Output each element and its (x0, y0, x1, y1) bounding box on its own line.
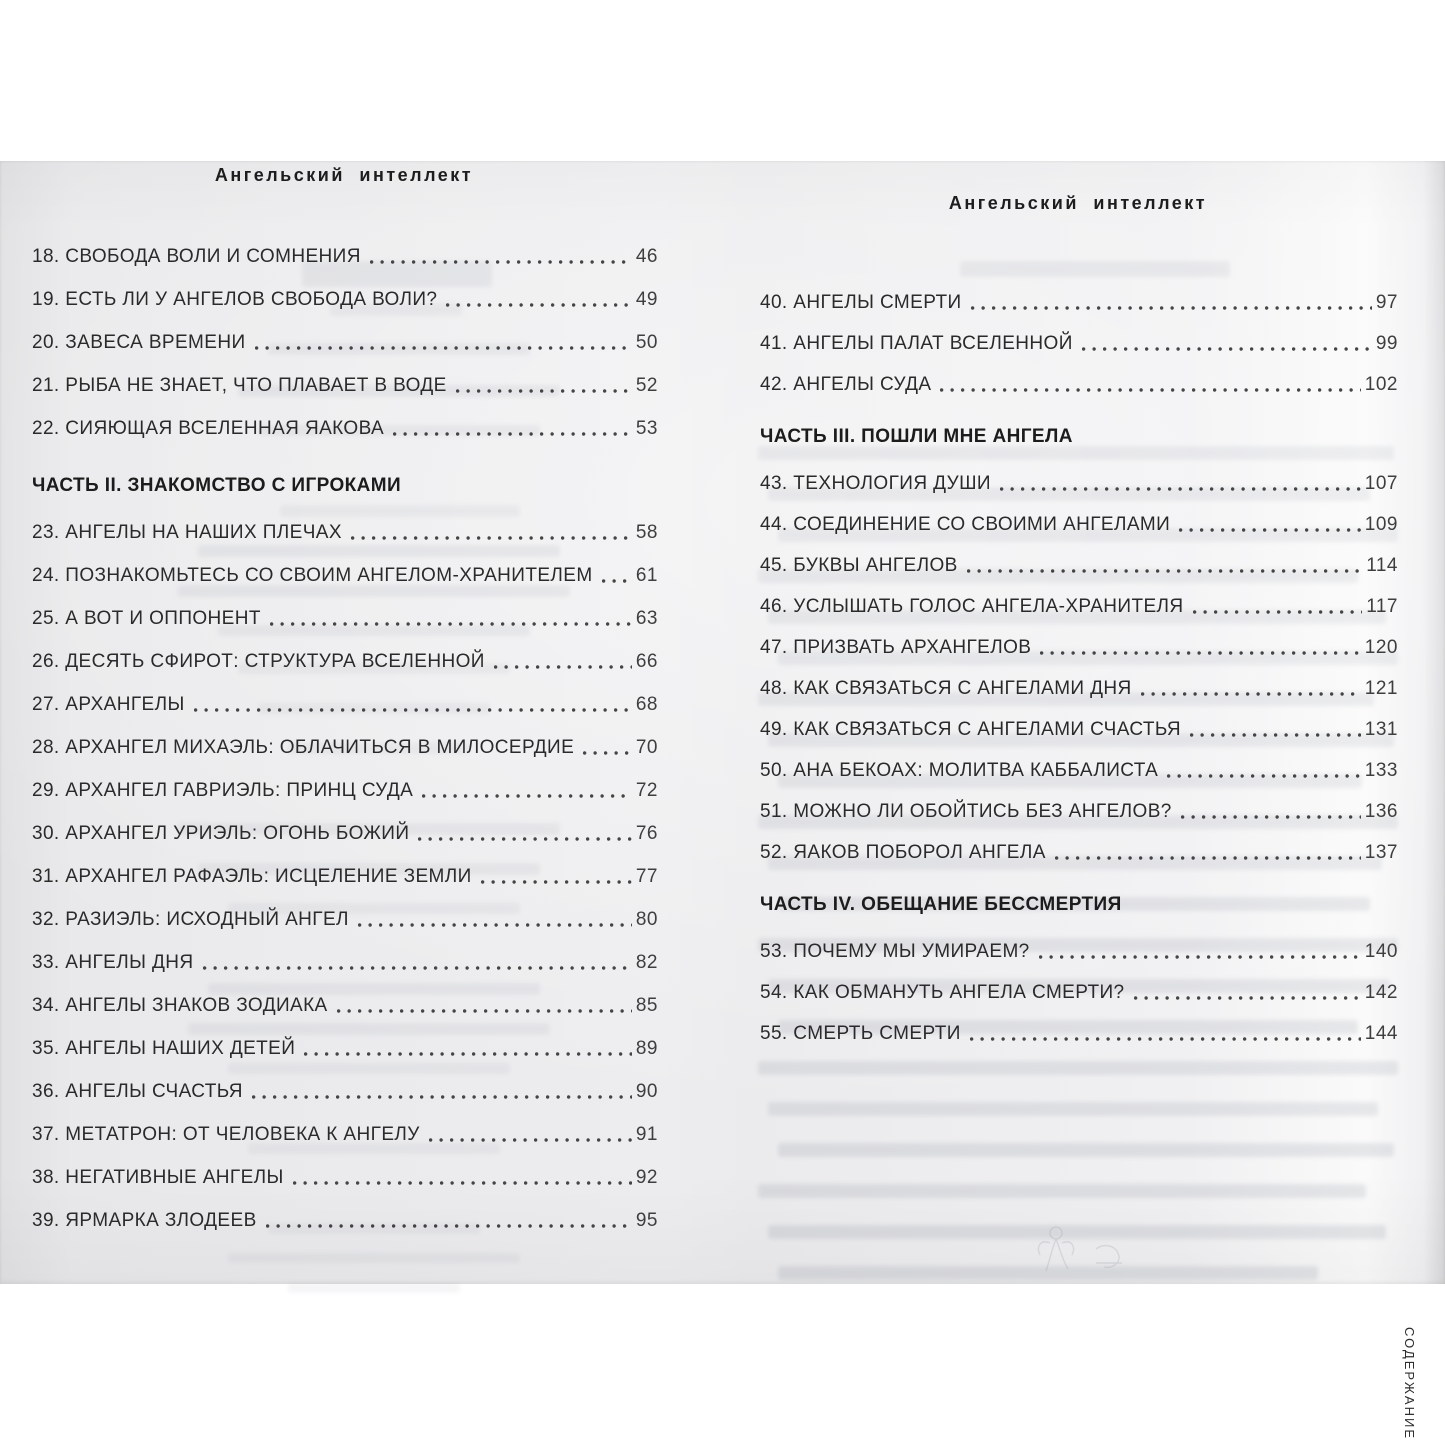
toc-row (32, 802, 658, 845)
toc-list-left (32, 225, 658, 1232)
toc-page-number: 49 (635, 289, 658, 310)
toc-page-number: 131 (1364, 719, 1398, 740)
toc-entry-title: 30. АРХАНГЕЛ УРИЭЛЬ: ОГОНЬ БОЖИЙ (32, 823, 410, 844)
dot-leader (1000, 486, 1361, 492)
toc-entry-title: 24. ПОЗНАКОМЬТЕСЬ СО СВОИМ АНГЕЛОМ-ХРАНИТЕЛЕМ (32, 565, 593, 586)
toc-entry-title: 32. РАЗИЭЛЬ: ИСХОДНЫЙ АНГЕЛ (32, 909, 349, 930)
dot-leader (583, 750, 632, 756)
toc-page-number: 121 (1364, 678, 1398, 699)
dot-leader (1039, 954, 1361, 960)
toc-entry-title: 55. СМЕРТЬ СМЕРТИ (760, 1023, 961, 1044)
toc-page-number: 89 (635, 1038, 658, 1059)
toc-row (760, 454, 1398, 495)
toc-entry-title: 18. СВОБОДА ВОЛИ И СОМНЕНИЯ (32, 246, 361, 267)
toc-page-number: 68 (635, 694, 658, 715)
dot-leader (358, 922, 632, 928)
toc-row (32, 630, 658, 673)
toc-entry-title: 34. АНГЕЛЫ ЗНАКОВ ЗОДИАКА (32, 995, 328, 1016)
toc-page-number: 144 (1364, 1023, 1398, 1044)
toc-list-right (760, 273, 1398, 1045)
dot-leader (370, 259, 632, 265)
toc-page-number: 102 (1364, 374, 1398, 395)
toc-entry-title: 42. АНГЕЛЫ СУДА (760, 374, 932, 395)
toc-entry-title: 43. ТЕХНОЛОГИЯ ДУШИ (760, 473, 991, 494)
dot-leader (293, 1180, 632, 1186)
toc-row (32, 1103, 658, 1146)
toc-row (760, 782, 1398, 823)
toc-page-number: 133 (1364, 760, 1398, 781)
dot-leader (393, 431, 632, 437)
dot-leader (494, 664, 632, 670)
dot-leader (252, 1094, 632, 1100)
toc-page-number: 97 (1375, 292, 1398, 313)
toc-entry-title: 19. ЕСТЬ ЛИ У АНГЕЛОВ СВОБОДА ВОЛИ? (32, 289, 438, 310)
dot-leader (1193, 609, 1363, 615)
dot-leader (1141, 691, 1361, 697)
dot-leader (1181, 814, 1361, 820)
dot-leader (1134, 995, 1361, 1001)
toc-entry-title: 23. АНГЕЛЫ НА НАШИХ ПЛЕЧАХ (32, 522, 342, 543)
toc-entry-title: 52. ЯАКОВ ПОБОРОЛ АНГЕЛА (760, 842, 1046, 863)
toc-page-number: 137 (1364, 842, 1398, 863)
toc-page-number: 90 (635, 1081, 658, 1102)
toc-page-number: 142 (1364, 982, 1398, 1003)
toc-entry-title: 46. УСЛЫШАТЬ ГОЛОС АНГЕЛА-ХРАНИТЕЛЯ (760, 596, 1184, 617)
toc-page-number: 77 (635, 866, 658, 887)
toc-page-number: 107 (1364, 473, 1398, 494)
toc-page-number: 136 (1364, 801, 1398, 822)
toc-row (32, 268, 658, 311)
toc-page-number: 82 (635, 952, 658, 973)
page-right (758, 161, 1398, 1284)
toc-entry-title: 47. ПРИЗВАТЬ АРХАНГЕЛОВ (760, 637, 1032, 658)
toc-row (32, 673, 658, 716)
toc-entry-title: 36. АНГЕЛЫ СЧАСТЬЯ (32, 1081, 243, 1102)
dot-leader (971, 305, 1372, 311)
dot-leader (481, 879, 632, 885)
toc-row (760, 495, 1398, 536)
toc-row (760, 922, 1398, 963)
dot-leader (422, 793, 632, 799)
toc-row (760, 823, 1398, 864)
dot-leader (1040, 650, 1360, 656)
toc-row (32, 1060, 658, 1103)
toc-row (760, 963, 1398, 1004)
toc-entry-title: 51. МОЖНО ЛИ ОБОЙТИСЬ БЕЗ АНГЕЛОВ? (760, 801, 1172, 822)
toc-entry-title: 22. СИЯЮЩАЯ ВСЕЛЕННАЯ ЯАКОВА (32, 418, 385, 439)
toc-row (32, 1189, 658, 1232)
toc-page-number: 117 (1366, 596, 1398, 617)
toc-entry-title: 44. СОЕДИНЕНИЕ СО СВОИМИ АНГЕЛАМИ (760, 514, 1171, 535)
toc-row (32, 1017, 658, 1060)
toc-row (32, 931, 658, 974)
bleedthrough-angel-sketch (1026, 1219, 1156, 1283)
toc-row (760, 618, 1398, 659)
running-header-left: Ангельский интеллект (214, 165, 474, 185)
toc-row (32, 544, 658, 587)
toc-entry-title: 54. КАК ОБМАНУТЬ АНГЕЛА СМЕРТИ? (760, 982, 1125, 1003)
toc-entry-title: 20. ЗАВЕСА ВРЕМЕНИ (32, 332, 246, 353)
toc-row (32, 716, 658, 759)
toc-entry-title: 31. АРХАНГЕЛ РАФАЭЛЬ: ИСЦЕЛЕНИЕ ЗЕМЛИ (32, 866, 472, 887)
toc-row (760, 577, 1398, 618)
toc-entry-title: 37. МЕТАТРОН: ОТ ЧЕЛОВЕКА К АНГЕЛУ (32, 1124, 420, 1145)
toc-part-header: ЧАСТЬ III. ПОШЛИ МНЕ АНГЕЛА (760, 426, 1073, 447)
toc-row (32, 587, 658, 630)
toc-entry-title: 49. КАК СВЯЗАТЬСЯ С АНГЕЛАМИ СЧАСТЬЯ (760, 719, 1182, 740)
dot-leader (337, 1008, 632, 1014)
toc-page-number: 52 (635, 375, 658, 396)
toc-row (32, 397, 658, 440)
dot-leader (1082, 346, 1372, 352)
toc-page-number: 46 (635, 246, 658, 267)
toc-part-header: ЧАСТЬ II. ЗНАКОМСТВО С ИГРОКАМИ (32, 475, 402, 496)
dot-leader (940, 387, 1360, 393)
dot-leader (1190, 732, 1361, 738)
dot-leader (1167, 773, 1361, 779)
toc-entry-title: 40. АНГЕЛЫ СМЕРТИ (760, 292, 962, 313)
toc-row (32, 1146, 658, 1189)
toc-page-number: 95 (635, 1210, 658, 1231)
toc-entry-title: 25. А ВОТ И ОППОНЕНТ (32, 608, 261, 629)
toc-entry-title: 48. КАК СВЯЗАТЬСЯ С АНГЕЛАМИ ДНЯ (760, 678, 1132, 699)
dot-leader (446, 302, 631, 308)
toc-row (760, 700, 1398, 741)
toc-part-header: ЧАСТЬ IV. ОБЕЩАНИЕ БЕССМЕРТИЯ (760, 894, 1122, 915)
toc-row (760, 536, 1398, 577)
dot-leader (255, 345, 632, 351)
toc-page-number: 91 (635, 1124, 658, 1145)
dot-leader (970, 1036, 1361, 1042)
toc-page-number: 92 (635, 1167, 658, 1188)
dot-leader (967, 568, 1362, 574)
toc-page-number: 76 (635, 823, 658, 844)
toc-page-number: 53 (635, 418, 658, 439)
toc-page-number: 66 (635, 651, 658, 672)
ghost-line (768, 1102, 1378, 1116)
toc-row (760, 659, 1398, 700)
toc-entry-title: 45. БУКВЫ АНГЕЛОВ (760, 555, 958, 576)
toc-row (32, 974, 658, 1017)
ghost-line (758, 1061, 1398, 1075)
toc-page-number: 70 (635, 737, 658, 758)
toc-page-number: 120 (1364, 637, 1398, 658)
dot-leader (1179, 527, 1361, 533)
toc-entry-title: 41. АНГЕЛЫ ПАЛАТ ВСЕЛЕННОЙ (760, 333, 1073, 354)
toc-entry-title: 26. ДЕСЯТЬ СФИРОТ: СТРУКТУРА ВСЕЛЕННОЙ (32, 651, 485, 672)
dot-leader (351, 535, 632, 541)
toc-page-number: 72 (635, 780, 658, 801)
ghost-line (288, 1283, 460, 1293)
toc-page-number: 58 (635, 522, 658, 543)
toc-row (32, 225, 658, 268)
toc-page-number: 140 (1364, 941, 1398, 962)
toc-page-number: 63 (635, 608, 658, 629)
toc-row (32, 501, 658, 544)
dot-leader (194, 707, 632, 713)
toc-entry-title: 38. НЕГАТИВНЫЕ АНГЕЛЫ (32, 1167, 284, 1188)
ghost-line (228, 1253, 520, 1263)
toc-row (760, 741, 1398, 782)
toc-entry-title: 50. АНА БЕКОАХ: МОЛИТВА КАББАЛИСТА (760, 760, 1159, 781)
toc-row (760, 273, 1398, 314)
toc-row (760, 314, 1398, 355)
ghost-line (778, 1143, 1394, 1157)
toc-row (32, 888, 658, 931)
dot-leader (456, 388, 632, 394)
toc-entry-title: 21. РЫБА НЕ ЗНАЕТ, ЧТО ПЛАВАЕТ В ВОДЕ (32, 375, 447, 396)
running-header-right: Ангельский интеллект (948, 193, 1208, 213)
dot-leader (1055, 855, 1361, 861)
dot-leader (429, 1137, 632, 1143)
toc-entry-title: 27. АРХАНГЕЛЫ (32, 694, 185, 715)
toc-page-number: 80 (635, 909, 658, 930)
toc-row (32, 845, 658, 888)
book-spread-photo (0, 161, 1445, 1441)
toc-page-number: 109 (1364, 514, 1398, 535)
toc-entry-title: 33. АНГЕЛЫ ДНЯ (32, 952, 194, 973)
dot-leader (203, 965, 632, 971)
toc-row (32, 759, 658, 802)
toc-page-number: 99 (1375, 333, 1398, 354)
dot-leader (266, 1223, 632, 1229)
toc-entry-title: 39. ЯРМАРКА ЗЛОДЕЕВ (32, 1210, 257, 1231)
spine-contents-label: СОДЕРЖАНИЕ (1402, 1327, 1417, 1441)
ghost-line (758, 1184, 1366, 1198)
toc-row (32, 354, 658, 397)
toc-row (760, 1004, 1398, 1045)
toc-row (32, 311, 658, 354)
toc-page-number: 61 (635, 565, 658, 586)
dot-leader (270, 621, 632, 627)
dot-leader (418, 836, 631, 842)
dot-leader (602, 578, 632, 584)
toc-entry-title: 53. ПОЧЕМУ МЫ УМИРАЕМ? (760, 941, 1030, 962)
toc-page-number: 114 (1366, 555, 1398, 576)
toc-page-number: 85 (635, 995, 658, 1016)
toc-row (760, 355, 1398, 396)
toc-entry-title: 29. АРХАНГЕЛ ГАВРИЭЛЬ: ПРИНЦ СУДА (32, 780, 414, 801)
toc-page-number: 50 (635, 332, 658, 353)
dot-leader (304, 1051, 632, 1057)
toc-entry-title: 35. АНГЕЛЫ НАШИХ ДЕТЕЙ (32, 1038, 296, 1059)
toc-entry-title: 28. АРХАНГЕЛ МИХАЭЛЬ: ОБЛАЧИТЬСЯ В МИЛОСЕРДИЕ (32, 737, 575, 758)
page-left (30, 161, 658, 1284)
